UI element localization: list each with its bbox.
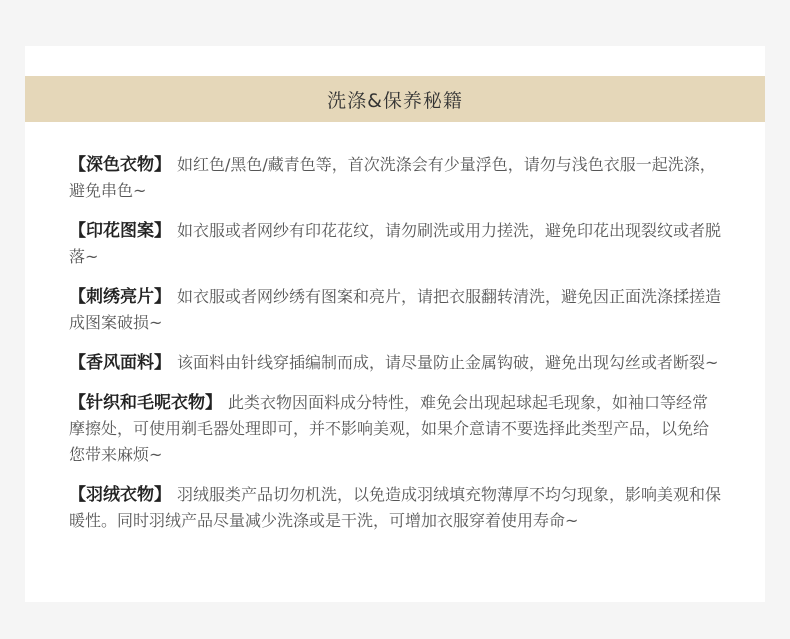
section-body: 羽绒服类产品切勿机洗，以免造成羽绒填充物薄厚不均匀现象，影响美观和保暖性。同时羽绒产品尽量减少洗涤或是干洗，可增加衣服穿着使用寿命~	[69, 485, 722, 530]
section-embroidery-sequins	[69, 284, 721, 336]
section-dark-clothing	[69, 152, 721, 204]
section-title: 【针织和毛呢衣物】	[69, 393, 222, 413]
section-title: 【刺绣亮片】	[69, 287, 171, 307]
section-print-pattern	[69, 218, 721, 270]
section-knit-wool	[69, 390, 721, 468]
section-down-clothing	[69, 482, 721, 534]
section-body: 此类衣物因面料成分特性，难免会出现起球起毛现象，如袖口等经常摩擦处，可使用剃毛器处理即可，并不影响美观，如果介意请不要选择此类型产品，以免给您带来麻烦~	[69, 393, 710, 464]
section-title: 【深色衣物】	[69, 155, 171, 175]
section-title: 【香风面料】	[69, 353, 171, 373]
section-body: 该面料由针线穿插编制而成，请尽量防止金属钩破，避免出现勾丝或者断裂~	[177, 353, 719, 372]
section-title: 【羽绒衣物】	[69, 485, 171, 505]
section-body: 如红色/黑色/藏青色等，首次洗涤会有少量浮色，请勿与浅色衣服一起洗涤，避免串色~	[69, 155, 716, 200]
care-sections	[25, 122, 765, 534]
section-title: 【印花图案】	[69, 221, 171, 241]
section-body: 如衣服或者网纱有印花花纹，请勿刷洗或用力搓洗，避免印花出现裂纹或者脱落~	[69, 221, 722, 266]
card-top-spacer	[25, 46, 765, 76]
section-body: 如衣服或者网纱绣有图案和亮片，请把衣服翻转清洗，避免因正面洗涤揉搓造成图案破损~	[69, 287, 722, 332]
header-band	[25, 76, 765, 122]
section-tweed-fabric	[69, 350, 721, 376]
page-title: 洗涤&保养秘籍	[327, 89, 463, 112]
care-guide-card	[25, 46, 765, 602]
